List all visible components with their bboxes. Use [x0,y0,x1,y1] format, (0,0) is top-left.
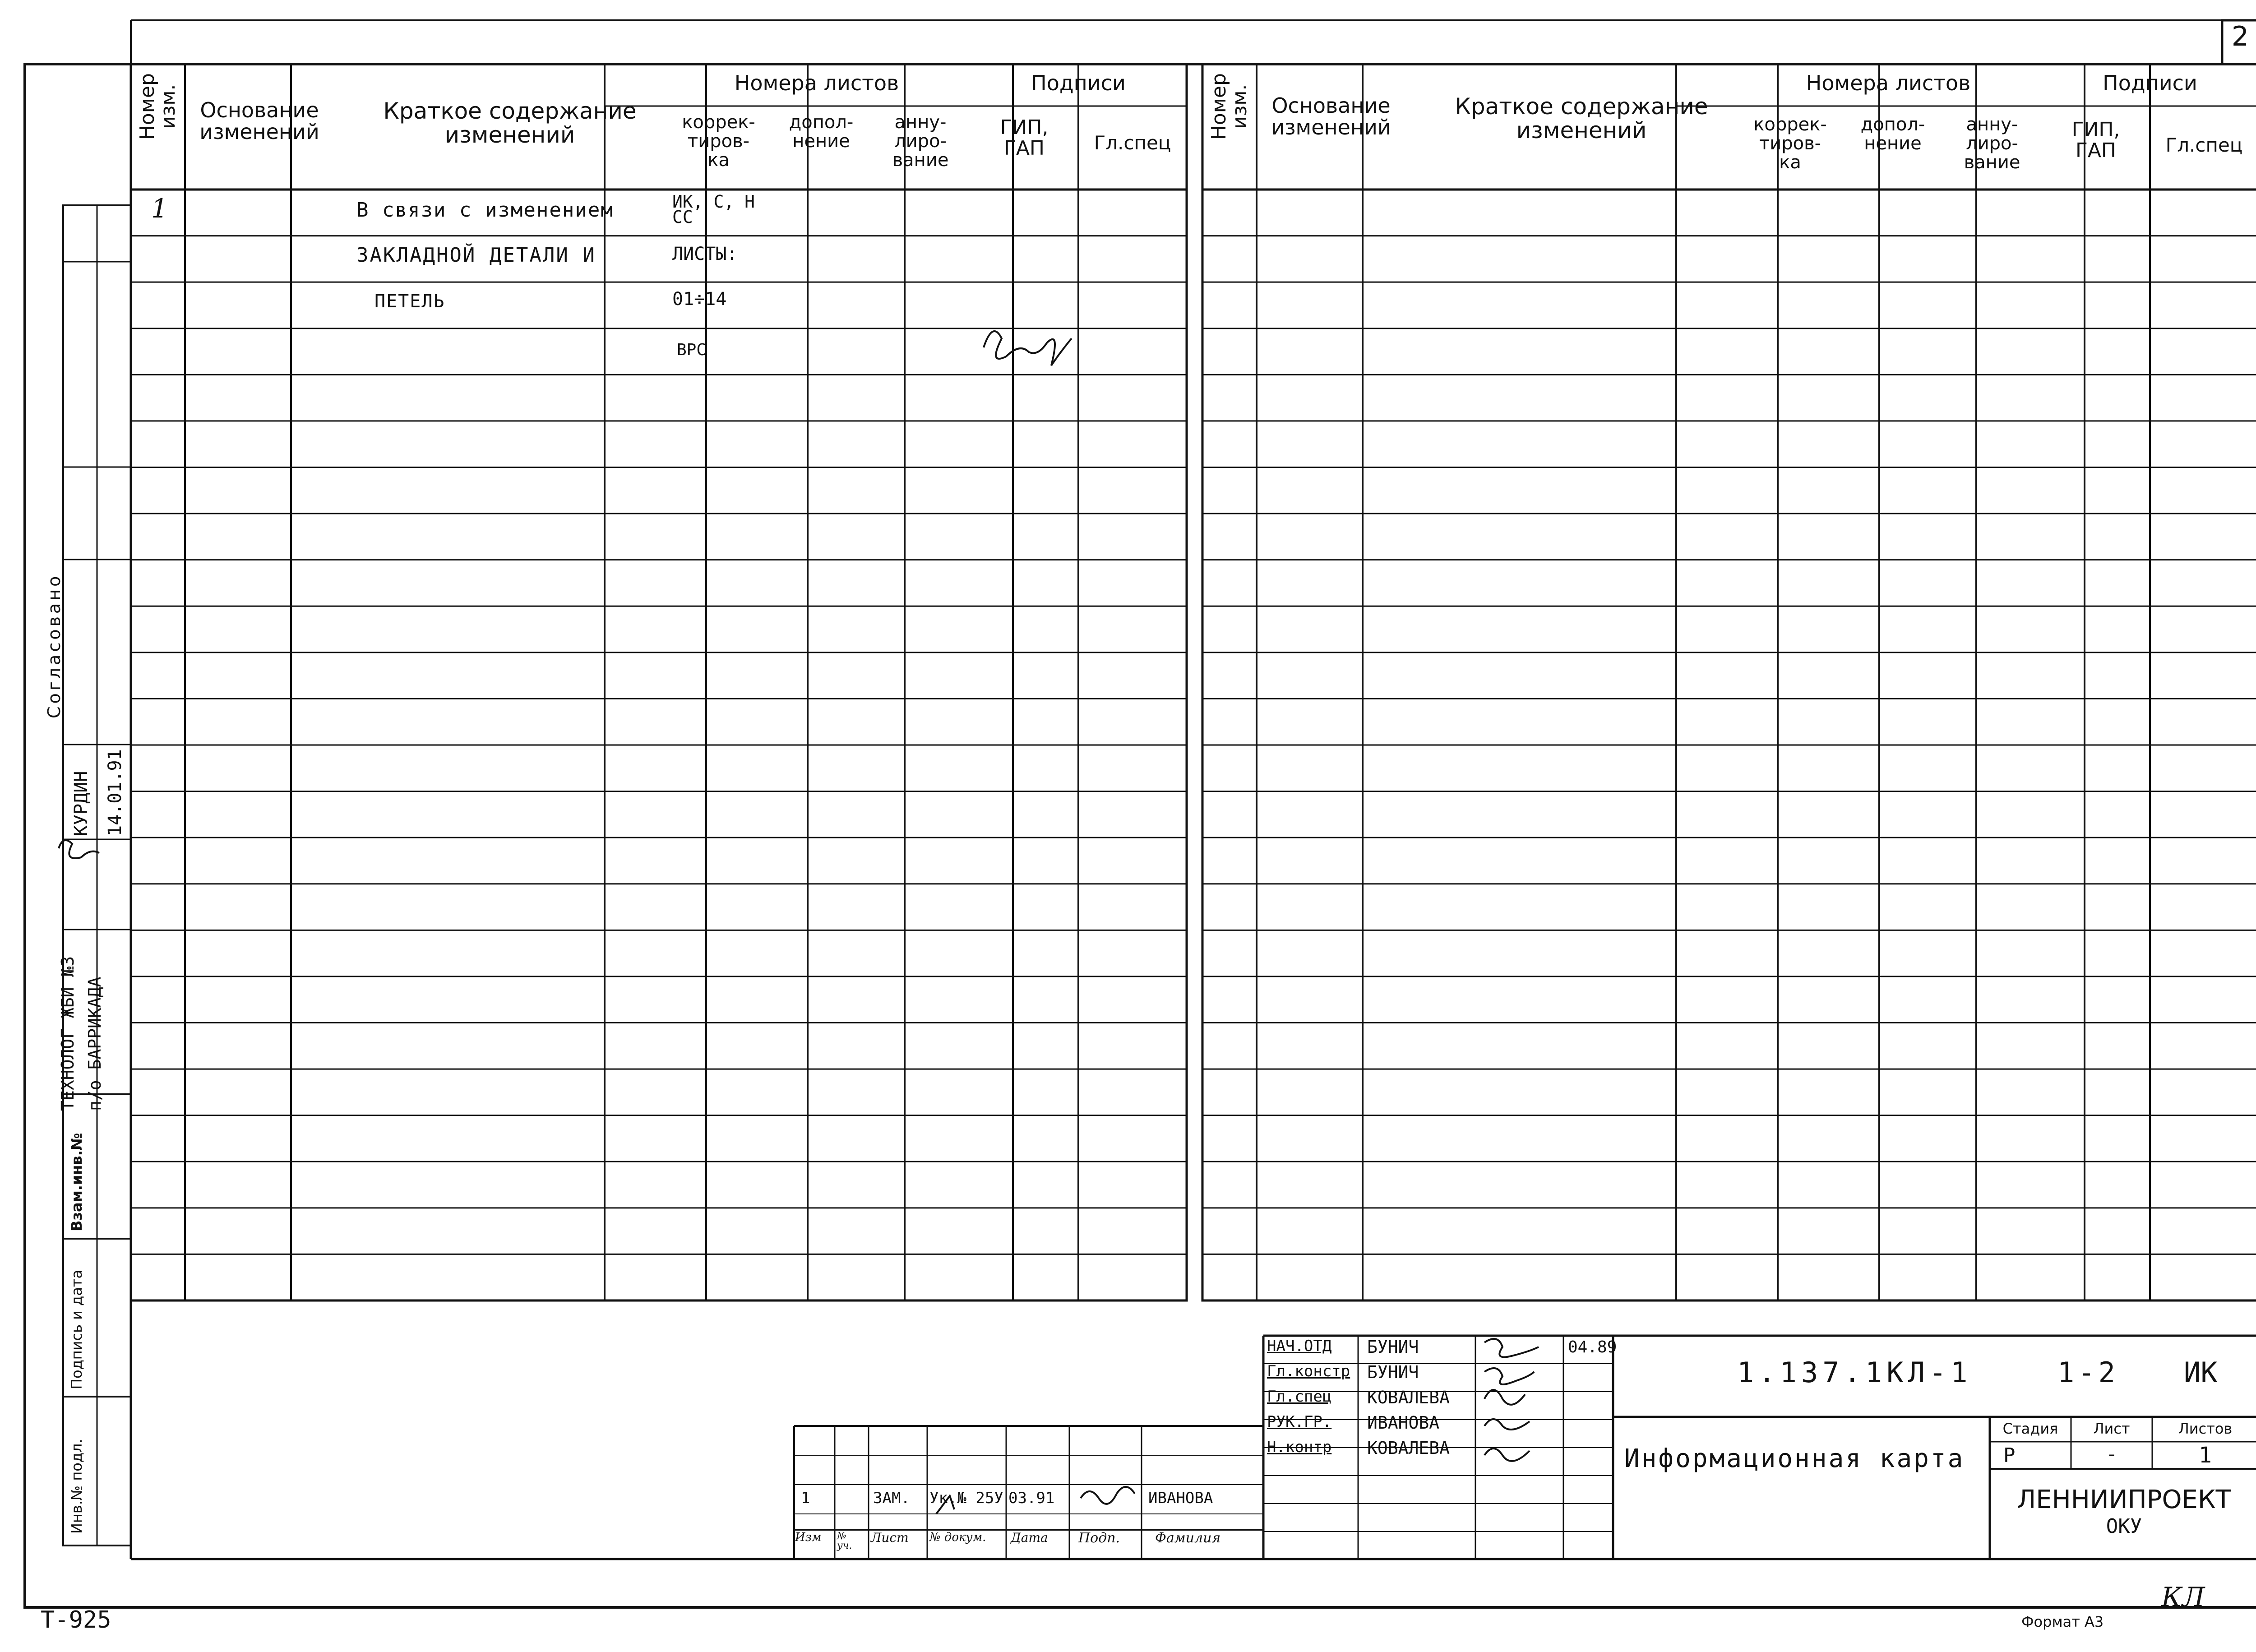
soglasovano-label: Согласовано [44,573,64,718]
inv-podl-label: Инв.№ подл. [68,1439,85,1534]
hdr-annul: анну- лиро- вание [892,112,949,171]
person-name: КУРДИН [71,771,92,836]
listov-label: Листов [2178,1420,2233,1437]
stadia-label: Стадия [2002,1420,2058,1437]
change-label-podp: Подп. [1078,1530,1120,1546]
stamp-role: РУК.ГР. [1267,1413,1332,1431]
podpis-data-label: Подпись и дата [68,1269,85,1389]
row1-sheets: ИК, С, Н СС [672,192,755,227]
hdr-podpisi: Подписи [1031,71,1126,95]
listov-value: 1 [2199,1443,2212,1468]
hdr-podpisi-r: Подписи [2103,71,2197,95]
stamp-role: Гл.спец [1267,1388,1332,1406]
hdr-annul-r: анну- лиро- вание [1964,114,2020,173]
hdr-gip-r: ГИП, ГАП [2071,118,2120,162]
stamp-designation: 1.137.1КЛ-1 [1737,1356,1972,1389]
change-date: 03.91 [1008,1489,1055,1507]
change-label-fam: Фамилия [1155,1530,1221,1546]
hdr-nomer-izm-r: Номер изм. [1207,73,1251,140]
stamp-role: Гл.констр [1267,1362,1350,1380]
stamp-doc-type: ИК [2184,1356,2218,1389]
hdr-dopoln-r: допол- нение [1860,114,1925,154]
change-doc: Ук.№ 25У [929,1489,1003,1507]
stamp-role: Н.контр [1267,1438,1332,1456]
hdr-korrekt: коррек- тиров- ка [682,112,755,171]
change-list: ЗАМ. [873,1489,910,1507]
list-label: Лист [2093,1420,2130,1437]
hdr-nomera-listov: Номера листов [734,71,899,95]
hdr-glspec-r: Гл.спец [2165,134,2243,156]
vzam-inv-label: Взам.инв.№ [68,1133,85,1231]
row1-num: 1 [151,193,168,224]
org-name: ЛЕННИИПРОЕКТ [2017,1485,2231,1514]
row4-sheets: ВРС [677,341,707,359]
bottom-left-code: Т-925 [41,1606,111,1633]
hdr-glspec: Гл.спец [1094,132,1171,154]
stamp-issue: 1-2 [2057,1356,2119,1389]
row3-sheets: 01÷14 [672,289,727,310]
row1-content: В связи с изменением [356,199,614,222]
change-name: ИВАНОВА [1148,1489,1213,1507]
stamp-name: КОВАЛЕВА [1367,1388,1450,1407]
row2-content: ЗАКЛАДНОЙ ДЕТАЛИ И [356,244,596,267]
change-label-date: Дата [1011,1530,1048,1545]
change-label-list: Лист [871,1530,909,1545]
stamp-date-first: 04.89 [1568,1338,1617,1356]
stamp-title: Информационная карта [1624,1444,1965,1473]
stamp-name: ИВАНОВА [1367,1413,1440,1433]
hdr-osnovanie: Основание изменений [199,98,319,144]
list-value: - [2105,1443,2118,1466]
stamp-name: БУНИЧ [1367,1337,1419,1357]
hdr-kratkoe: Краткое содержание изменений [383,98,637,148]
hdr-gip: ГИП, ГАП [1000,116,1049,160]
change-label-kol: № уч. [837,1531,852,1551]
row2-sheets: ЛИСТЫ: [672,244,738,264]
row3-content: ПЕТЕЛЬ [374,291,445,312]
change-label-izm: Изм [795,1531,822,1544]
change-label-doc: № докум. [929,1531,986,1544]
format-label: Формат А3 [2021,1613,2104,1630]
hdr-dopoln: допол- нение [789,112,854,152]
page-number: 2 [2231,21,2249,52]
stadia-value: Р [2003,1444,2016,1467]
person-date: 14.01.91 [105,749,125,836]
hdr-nomera-listov-r: Номера листов [1806,71,1971,95]
stamp-role: НАЧ.ОТД [1267,1337,1332,1355]
hdr-nomer-izm: Номер изм. [135,73,180,140]
org1-line1: ТЕХНОЛОГ ЖБИ №3 [58,956,78,1111]
change-izm: 1 [801,1489,810,1507]
org1-line2: п/о БАРРИКАДА [85,976,105,1111]
hdr-kratkoe-r: Краткое содержание изменений [1455,93,1708,143]
org-sub: ОКУ [2106,1515,2142,1538]
stamp-name: КОВАЛЕВА [1367,1438,1450,1458]
hdr-korrekt-r: коррек- тиров- ка [1753,114,1827,173]
hdr-osnovanie-r: Основание изменений [1271,93,1391,140]
bottom-right-mark: КЛ [2161,1582,2205,1613]
stamp-name: БУНИЧ [1367,1362,1419,1382]
